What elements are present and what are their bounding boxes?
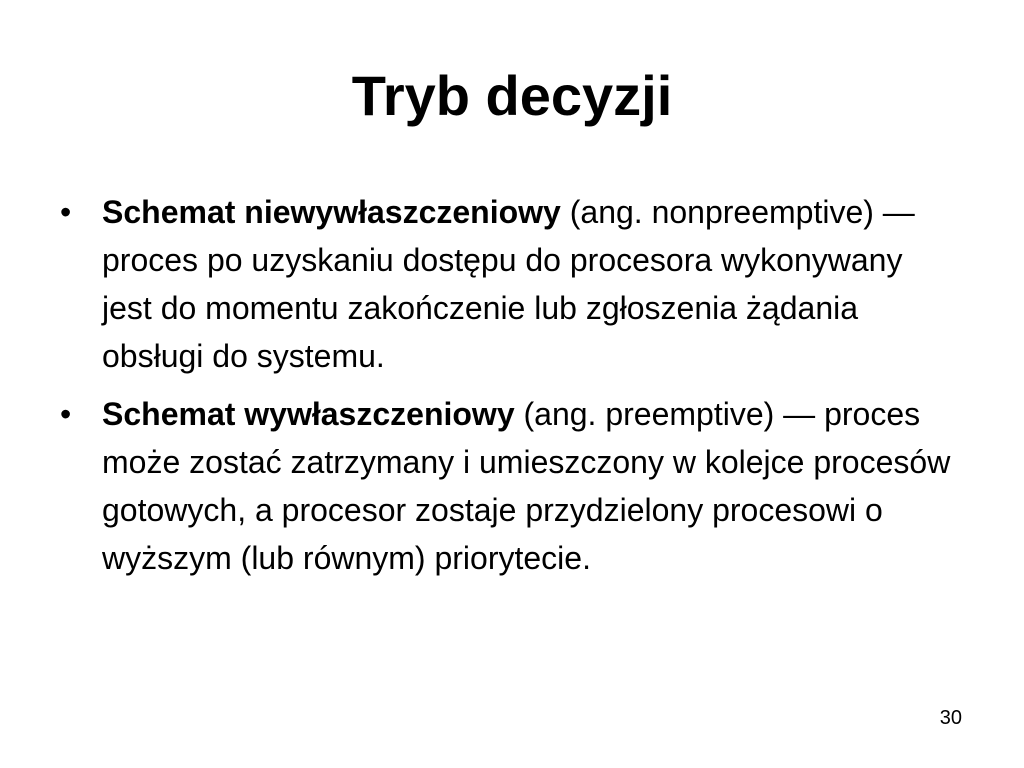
slide-title: Tryb decyzji bbox=[351, 64, 673, 127]
bullet-text: (ang. preemptive) — proces może zostać zatrzymany i umieszczony w kolejce procesów gotowych, a procesor zostaje przydzielony procesowi o wyższym (lub równym) priorytecie. bbox=[102, 396, 951, 576]
bullet-list bbox=[60, 188, 960, 592]
bullet-icon: • bbox=[60, 194, 72, 230]
bullet-term: Schemat wywłaszczeniowy bbox=[102, 396, 515, 432]
bullet-item-preemptive bbox=[60, 390, 960, 582]
bullet-icon: • bbox=[60, 396, 72, 432]
bullet-item-nonpreemptive bbox=[60, 188, 960, 380]
bullet-term: Schemat niewywłaszczeniowy bbox=[102, 194, 561, 230]
bullet-text: (ang. nonpreemptive) —proces po uzyskaniu dostępu do procesora wykonywany jest do momentu zakończenie lub zgłoszenia żądania obsługi do systemu. bbox=[102, 194, 915, 374]
page-number: 30 bbox=[939, 707, 962, 729]
